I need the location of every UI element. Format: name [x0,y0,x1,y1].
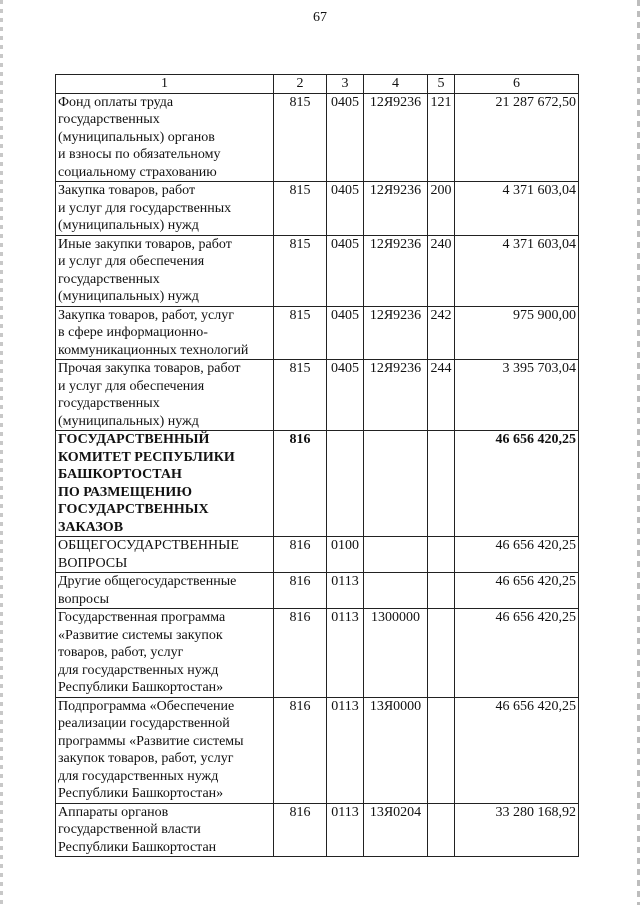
row-section-code: 0113 [327,697,364,803]
row-name-line: для государственных нужд [58,662,219,678]
row-name-line: и услуг для государственных [58,200,232,216]
row-name-line: ОБЩЕГОСУДАРСТВЕННЫЕ [58,538,239,553]
row-name [56,609,274,698]
row-name-line: Государственная программа [58,610,226,625]
header-col-5: 5 [428,75,455,94]
row-section-code: 0405 [327,93,364,182]
row-sum: 3 395 703,04 [455,360,579,431]
row-ministry-code: 815 [274,182,327,236]
row-section-code: 0113 [327,803,364,857]
row-name-line: коммуникационных технологий [58,342,249,358]
page-number: 67 [313,10,327,25]
row-expense-code: 121 [428,93,455,182]
row-expense-code [428,803,455,857]
row-expense-code [428,573,455,609]
row-sum: 46 656 420,25 [455,609,579,698]
row-name-line: Иные закупки товаров, работ [58,236,232,252]
row-section-code: 0113 [327,573,364,609]
row-name-line: Фонд оплаты труда [58,94,174,110]
row-article-code: 12Я9236 [364,93,428,182]
row-name-line: в сфере информационно- [58,325,208,340]
row-expense-code: 200 [428,182,455,236]
row-sum: 46 656 420,25 [455,697,579,803]
row-expense-code: 244 [428,360,455,431]
row-ministry-code: 816 [274,537,327,573]
row-name-line: Аппараты органов [58,804,169,820]
row-article-code: 12Я9236 [364,235,428,306]
row-name-line: государственной власти [58,822,201,837]
row-expense-code [428,697,455,803]
row-name [56,182,274,236]
table-row [56,360,579,431]
row-name-line: ГОСУДАРСТВЕННЫХ [58,502,209,517]
row-name-line: и взносы по обязательному [58,147,221,162]
row-ministry-code: 816 [274,609,327,698]
row-name-line: Закупка товаров, работ, услуг [58,307,234,323]
row-expense-code [428,537,455,573]
row-article-code: 12Я9236 [364,306,428,360]
row-name-line: государственных [58,112,160,127]
row-article-code: 12Я9236 [364,360,428,431]
row-name-line: (муниципальных) нужд [58,413,199,429]
row-name-line: и услуг для обеспечения [58,254,205,269]
row-name-line: (муниципальных) нужд [58,218,199,233]
row-sum: 46 656 420,25 [455,537,579,573]
row-expense-code: 240 [428,235,455,306]
row-name-line: Подпрограмма «Обеспечение [58,698,235,714]
row-name [56,431,274,537]
row-ministry-code: 816 [274,697,327,803]
table-row [56,803,579,857]
row-ministry-code: 816 [274,431,327,537]
row-name [56,803,274,857]
row-name-line: КОМИТЕТ РЕСПУБЛИКИ [58,449,235,465]
row-section-code: 0405 [327,182,364,236]
row-sum: 46 656 420,25 [455,431,579,537]
row-name-line: (муниципальных) нужд [58,289,199,304]
row-sum: 975 900,00 [455,306,579,360]
row-section-code: 0113 [327,609,364,698]
header-col-6: 6 [455,75,579,94]
row-section-code [327,431,364,537]
row-name-line: реализации государственной [58,716,230,731]
row-ministry-code: 816 [274,803,327,857]
row-name-line: «Развитие системы закупок [58,627,223,643]
row-sum: 4 371 603,04 [455,182,579,236]
header-col-2: 2 [274,75,327,94]
row-name-line: БАШКОРТОСТАН [58,467,182,482]
row-name-line: ЗАКАЗОВ [58,519,124,535]
header-col-1: 1 [56,75,274,94]
row-name-line: (муниципальных) органов [58,129,215,145]
table-row [56,306,579,360]
row-name-line: ПО РАЗМЕЩЕНИЮ [58,484,192,500]
row-name [56,93,274,182]
table-row [56,431,579,537]
scan-edge-left [0,0,3,905]
row-name-line: социальному страхованию [58,164,217,180]
table-body [56,93,579,857]
row-sum: 33 280 168,92 [455,803,579,857]
row-ministry-code: 815 [274,235,327,306]
table-row [56,573,579,609]
row-ministry-code: 815 [274,306,327,360]
row-name-line: Другие общегосударственные [58,574,237,589]
row-name-line: Республики Башкортостан [58,839,217,855]
row-name-line: и услуг для обеспечения [58,378,205,394]
row-section-code: 0405 [327,360,364,431]
row-article-code: 13Я0204 [364,803,428,857]
row-article-code [364,431,428,537]
row-name-line: вопросы [58,591,109,607]
row-name [56,537,274,573]
row-name-line: Республики Башкортостан» [58,680,224,695]
row-name [56,573,274,609]
row-article-code: 1300000 [364,609,428,698]
table-row [56,537,579,573]
row-name-line: товаров, работ, услуг [58,645,184,660]
row-article-code [364,573,428,609]
row-article-code [364,537,428,573]
budget-table [55,74,579,857]
table-row [56,182,579,236]
row-name-line: Закупка товаров, работ [58,183,196,198]
row-name-line: программы «Развитие системы [58,733,244,749]
row-expense-code [428,609,455,698]
table-row [56,93,579,182]
table-header-row [56,75,579,94]
table-row [56,609,579,698]
row-expense-code: 242 [428,306,455,360]
table-row [56,697,579,803]
row-expense-code [428,431,455,537]
row-name-line: Республики Башкортостан» [58,786,224,801]
row-name-line: для государственных нужд [58,768,219,784]
row-name [56,360,274,431]
row-name [56,306,274,360]
row-sum: 21 287 672,50 [455,93,579,182]
row-article-code: 13Я0000 [364,697,428,803]
row-ministry-code: 815 [274,93,327,182]
header-col-3: 3 [327,75,364,94]
row-article-code: 12Я9236 [364,182,428,236]
row-name-line: ГОСУДАРСТВЕННЫЙ [58,432,210,447]
row-name-line: государственных [58,271,160,287]
row-name [56,697,274,803]
table-row [56,235,579,306]
row-section-code: 0405 [327,235,364,306]
row-name-line: государственных [58,396,160,411]
row-name-line: закупок товаров, работ, услуг [58,751,234,766]
header-col-4: 4 [364,75,428,94]
row-ministry-code: 815 [274,360,327,431]
row-sum: 46 656 420,25 [455,573,579,609]
row-name [56,235,274,306]
row-ministry-code: 816 [274,573,327,609]
row-section-code: 0100 [327,537,364,573]
row-name-line: ВОПРОСЫ [58,555,128,571]
row-sum: 4 371 603,04 [455,235,579,306]
row-section-code: 0405 [327,306,364,360]
row-name-line: Прочая закупка товаров, работ [58,361,241,376]
